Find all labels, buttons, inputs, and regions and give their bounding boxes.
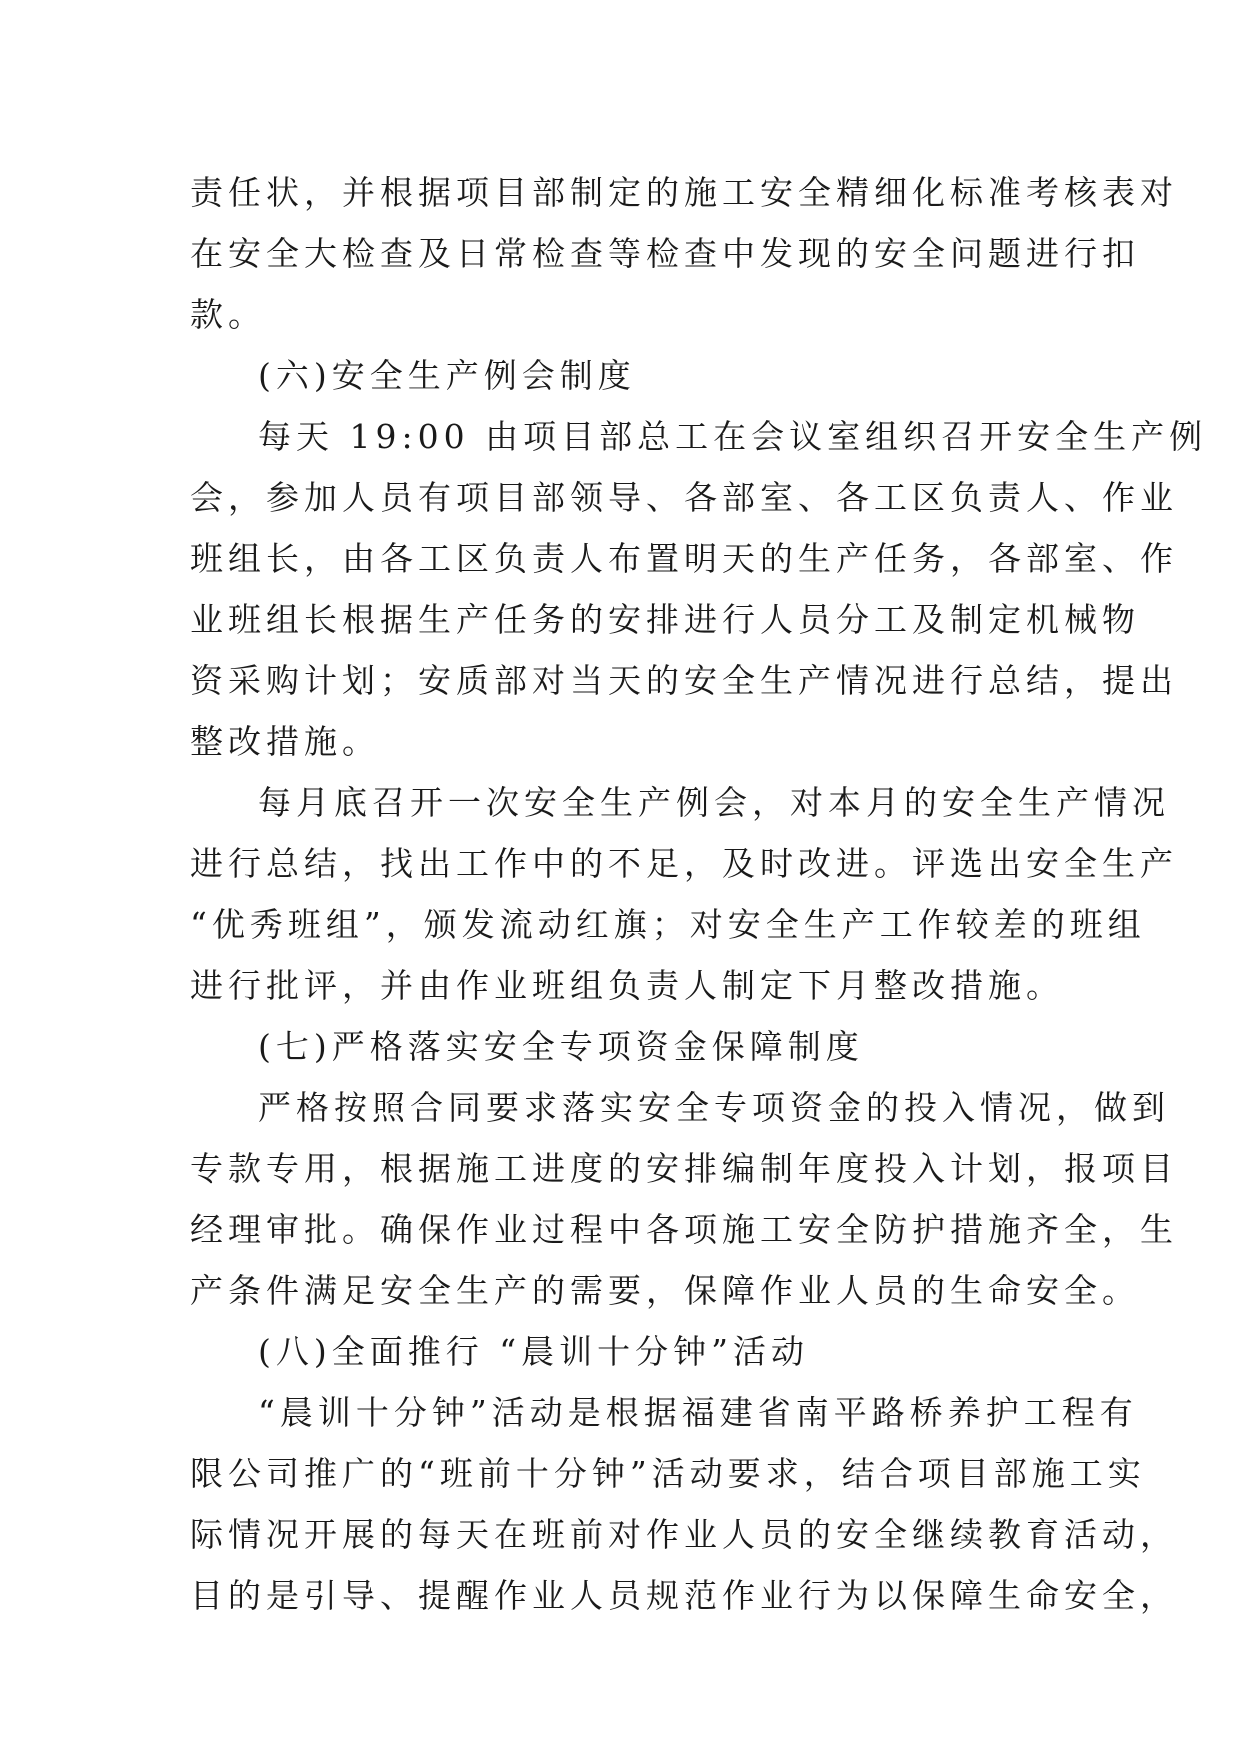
text-line: 业班组长根据生产任务的安排进行人员分工及制定机械物 xyxy=(190,600,1140,639)
text-line: 资采购计划；安质部对当天的安全生产情况进行总结，提出 xyxy=(190,661,1178,700)
text-line: 进行总结，找出工作中的不足，及时改进。评选出安全生产 xyxy=(190,844,1178,883)
text-line: 在安全大检查及日常检查等检查中发现的安全问题进行扣 xyxy=(190,234,1140,273)
text-line: 每月底召开一次安全生产例会，对本月的安全生产情况 xyxy=(258,783,1170,822)
text-line: “优秀班组”，颁发流动红旗；对安全生产工作较差的班组 xyxy=(190,905,1146,944)
text-line: 际情况开展的每天在班前对作业人员的安全继续教育活动， xyxy=(190,1515,1178,1554)
text-line: “晨训十分钟”活动是根据福建省南平路桥养护工程有 xyxy=(258,1393,1138,1432)
text-line: 会，参加人员有项目部领导、各部室、各工区负责人、作业 xyxy=(190,478,1178,517)
text-line: 班组长，由各工区负责人布置明天的生产任务，各部室、作 xyxy=(190,539,1178,578)
section-heading: (六)安全生产例会制度 xyxy=(258,356,636,395)
text-line: 限公司推广的“班前十分钟”活动要求，结合项目部施工实 xyxy=(190,1454,1146,1493)
section-heading: (八)全面推行 “晨训十分钟”活动 xyxy=(258,1332,809,1371)
text-line: 产条件满足安全生产的需要，保障作业人员的生命安全。 xyxy=(190,1271,1140,1310)
text-line: 经理审批。确保作业过程中各项施工安全防护措施齐全，生 xyxy=(190,1210,1178,1249)
text-line: 专款专用，根据施工进度的安排编制年度投入计划，报项目 xyxy=(190,1149,1178,1188)
text-line: 进行批评，并由作业班组负责人制定下月整改措施。 xyxy=(190,966,1064,1005)
text-line: 每天 19:00 由项目部总工在会议室组织召开安全生产例 xyxy=(258,417,1208,456)
document-body xyxy=(190,162,1208,1626)
text-line: 整改措施。 xyxy=(190,722,380,761)
text-line: 严格按照合同要求落实安全专项资金的投入情况，做到 xyxy=(258,1088,1170,1127)
text-line: 责任状，并根据项目部制定的施工安全精细化标准考核表对 xyxy=(190,173,1178,212)
text-line: 款。 xyxy=(190,295,266,334)
text-line: 目的是引导、提醒作业人员规范作业行为以保障生命安全， xyxy=(190,1576,1178,1615)
section-heading: (七)严格落实安全专项资金保障制度 xyxy=(258,1027,864,1066)
